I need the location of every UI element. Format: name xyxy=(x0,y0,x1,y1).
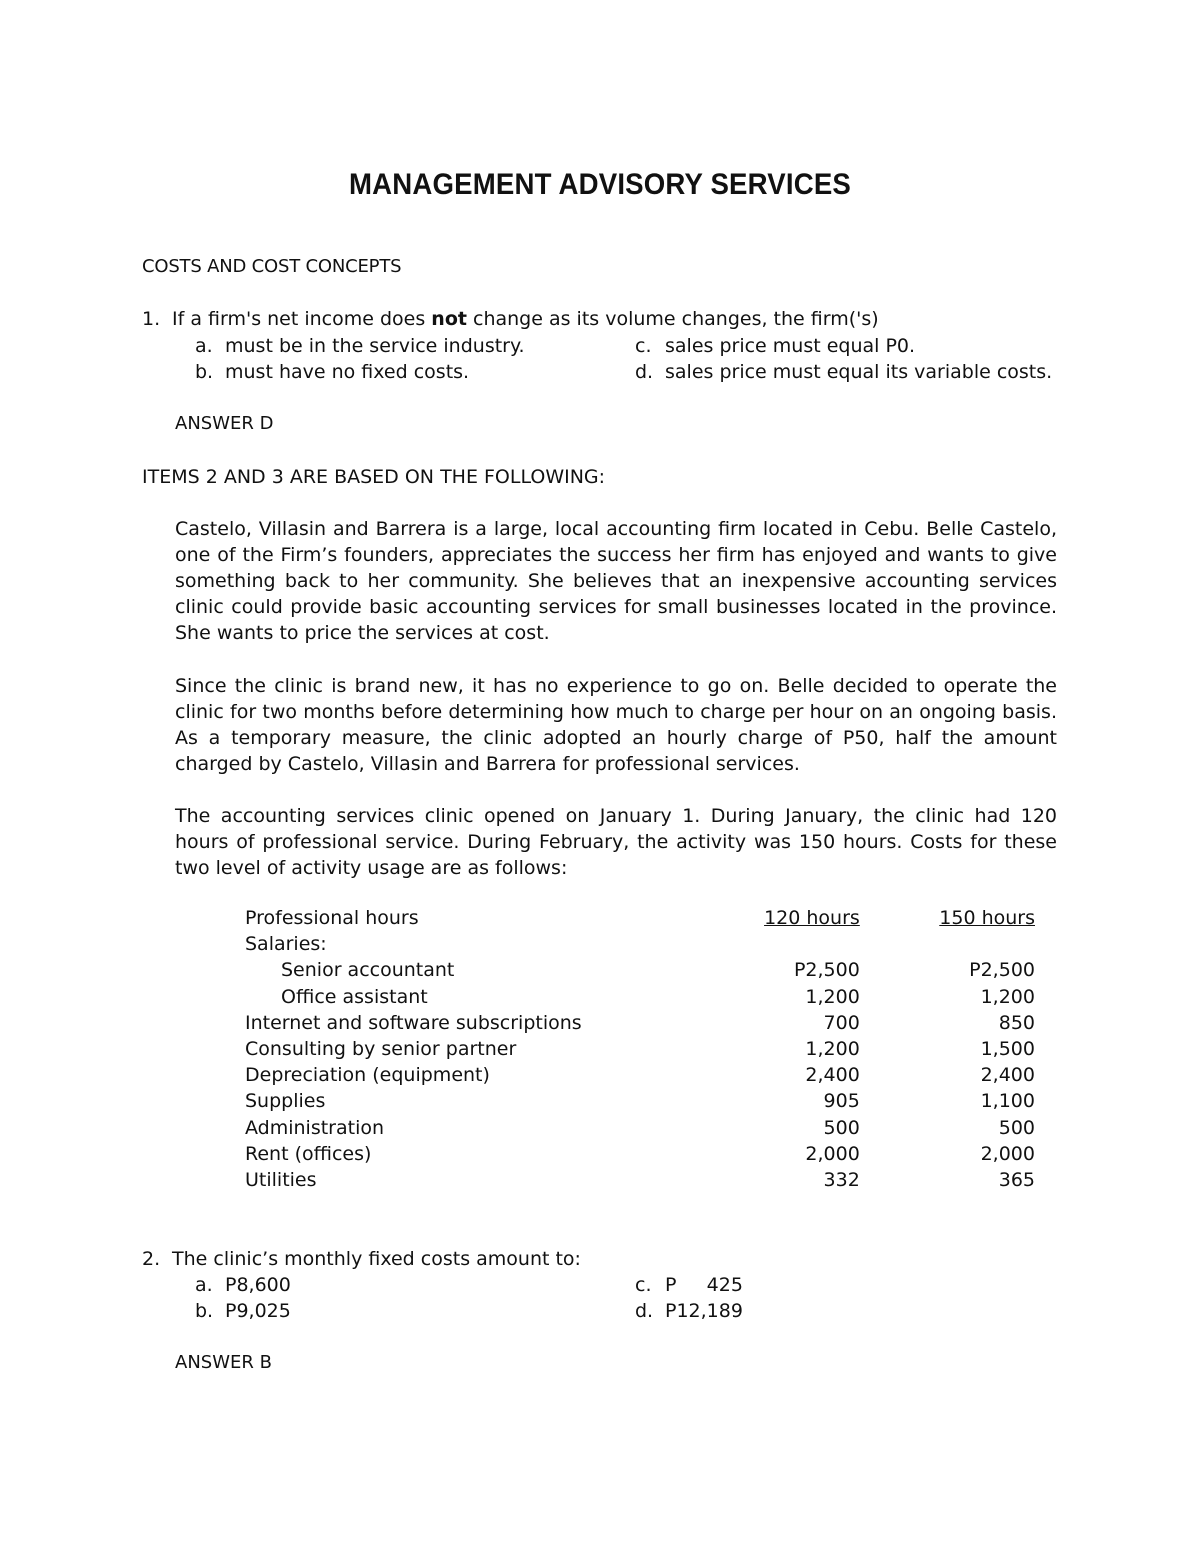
option-letter: b. xyxy=(195,361,214,383)
row-value-150: 1,100 xyxy=(980,1090,1035,1113)
option-letter: d. xyxy=(635,361,654,383)
option-c xyxy=(635,1272,743,1298)
option-text: must be in the service industry. xyxy=(225,335,525,357)
table-row xyxy=(245,984,1035,1010)
option-text: P9,025 xyxy=(225,1300,291,1322)
salaries-label: Salaries: xyxy=(245,933,327,956)
row-label: Supplies xyxy=(245,1090,326,1113)
row-label: Depreciation (equipment) xyxy=(245,1064,490,1087)
option-a xyxy=(195,333,525,359)
answer-1: ANSWER D xyxy=(175,413,274,434)
header-col-150: 150 hours xyxy=(939,907,1035,929)
row-value-150: 2,400 xyxy=(980,1064,1035,1087)
option-d xyxy=(635,359,1052,385)
question-stem-emphasis: not xyxy=(431,308,467,330)
question-2 xyxy=(142,1246,581,1272)
row-label: Utilities xyxy=(245,1169,317,1192)
table-row xyxy=(245,1010,1035,1036)
paragraph-3: The accounting services clinic opened on January 1. During January, the clinic had 120 hours of professional service. During February, the activity was 150 hours. Costs for these two level of activity usage are as follows: xyxy=(175,805,1057,879)
header-label: Professional hours xyxy=(245,907,419,929)
option-a xyxy=(195,1272,291,1298)
option-letter: d. xyxy=(635,1300,654,1322)
question-stem-post: change as its volume changes, the firm('s) xyxy=(466,308,879,330)
question-stem: The clinic’s monthly fixed costs amount to: xyxy=(172,1248,581,1270)
row-label: Rent (offices) xyxy=(245,1142,372,1165)
cost-table xyxy=(245,905,1035,1193)
option-d xyxy=(635,1298,743,1324)
row-value-120: 1,200 xyxy=(805,985,860,1008)
question-number: 1. xyxy=(142,308,161,330)
table-row xyxy=(245,931,1035,957)
answer-2: ANSWER B xyxy=(175,1352,272,1373)
row-label: Administration xyxy=(245,1116,385,1139)
table-row xyxy=(245,1115,1035,1141)
row-value-120: 700 xyxy=(823,1011,860,1034)
option-text: sales price must equal its variable costs. xyxy=(665,361,1053,383)
table-row xyxy=(245,1036,1035,1062)
row-value-150: 2,000 xyxy=(980,1142,1035,1165)
row-value-150: 500 xyxy=(998,1116,1035,1139)
row-value-120: 905 xyxy=(823,1090,860,1113)
row-label: Internet and software subscriptions xyxy=(245,1011,582,1034)
option-letter: c. xyxy=(635,1274,652,1296)
row-value-120: P2,500 xyxy=(793,959,860,982)
row-value-150: 850 xyxy=(998,1011,1035,1034)
option-c xyxy=(635,333,915,359)
row-label: Office assistant xyxy=(281,985,428,1008)
option-text: P8,600 xyxy=(225,1274,291,1296)
option-b xyxy=(195,359,469,385)
table-row xyxy=(245,957,1035,983)
table-row xyxy=(245,1167,1035,1193)
table-header-row xyxy=(245,905,1035,931)
table-row xyxy=(245,1141,1035,1167)
row-value-120: 2,000 xyxy=(805,1142,860,1165)
row-value-150: 365 xyxy=(998,1169,1035,1192)
option-letter: a. xyxy=(195,1274,213,1296)
row-value-120: 500 xyxy=(823,1116,860,1139)
items-intro: ITEMS 2 AND 3 ARE BASED ON THE FOLLOWING: xyxy=(142,466,606,488)
row-value-120: 1,200 xyxy=(805,1038,860,1061)
section-heading: COSTS AND COST CONCEPTS xyxy=(142,256,402,277)
paragraph-2: Since the clinic is brand new, it has no experience to go on. Belle decided to operate the clinic for two months before determining how much to charge per hour on an ongoing basis. As a temporary measure, the clinic adopted an hourly charge of P50, half the amount charged by Castelo, Villasin and Barrera for professional services. xyxy=(175,675,1057,775)
row-value-150: 1,200 xyxy=(980,985,1035,1008)
question-1 xyxy=(142,306,879,332)
question-stem-pre: If a firm's net income does xyxy=(172,308,432,330)
option-letter: a. xyxy=(195,335,213,357)
option-letter: b. xyxy=(195,1300,214,1322)
option-text: sales price must equal P0. xyxy=(665,335,916,357)
option-text: must have no fixed costs. xyxy=(225,361,470,383)
row-label: Senior accountant xyxy=(281,959,455,982)
row-label: Consulting by senior partner xyxy=(245,1038,517,1061)
option-text: P 425 xyxy=(665,1274,743,1296)
row-value-120: 332 xyxy=(823,1169,860,1192)
row-value-150: P2,500 xyxy=(969,959,1035,982)
option-b xyxy=(195,1298,291,1324)
row-value-150: 1,500 xyxy=(980,1038,1035,1061)
option-text: P12,189 xyxy=(665,1300,743,1322)
header-col-120: 120 hours xyxy=(764,907,860,929)
option-letter: c. xyxy=(635,335,652,357)
paragraph-1: Castelo, Villasin and Barrera is a large, local accounting firm located in Cebu. Belle Castelo, one of the Firm’s founders, appreciates the success her firm has enjoyed and wants to give something back to her community. She believes that an inexpensive accounting services clinic could provide basic accounting services for small businesses located in the province. She wants to price the services at cost. xyxy=(175,518,1057,644)
page-title: MANAGEMENT ADVISORY SERVICES xyxy=(348,168,852,201)
table-row xyxy=(245,1088,1035,1114)
row-value-120: 2,400 xyxy=(805,1064,860,1087)
question-number: 2. xyxy=(142,1248,161,1270)
table-row xyxy=(245,1062,1035,1088)
